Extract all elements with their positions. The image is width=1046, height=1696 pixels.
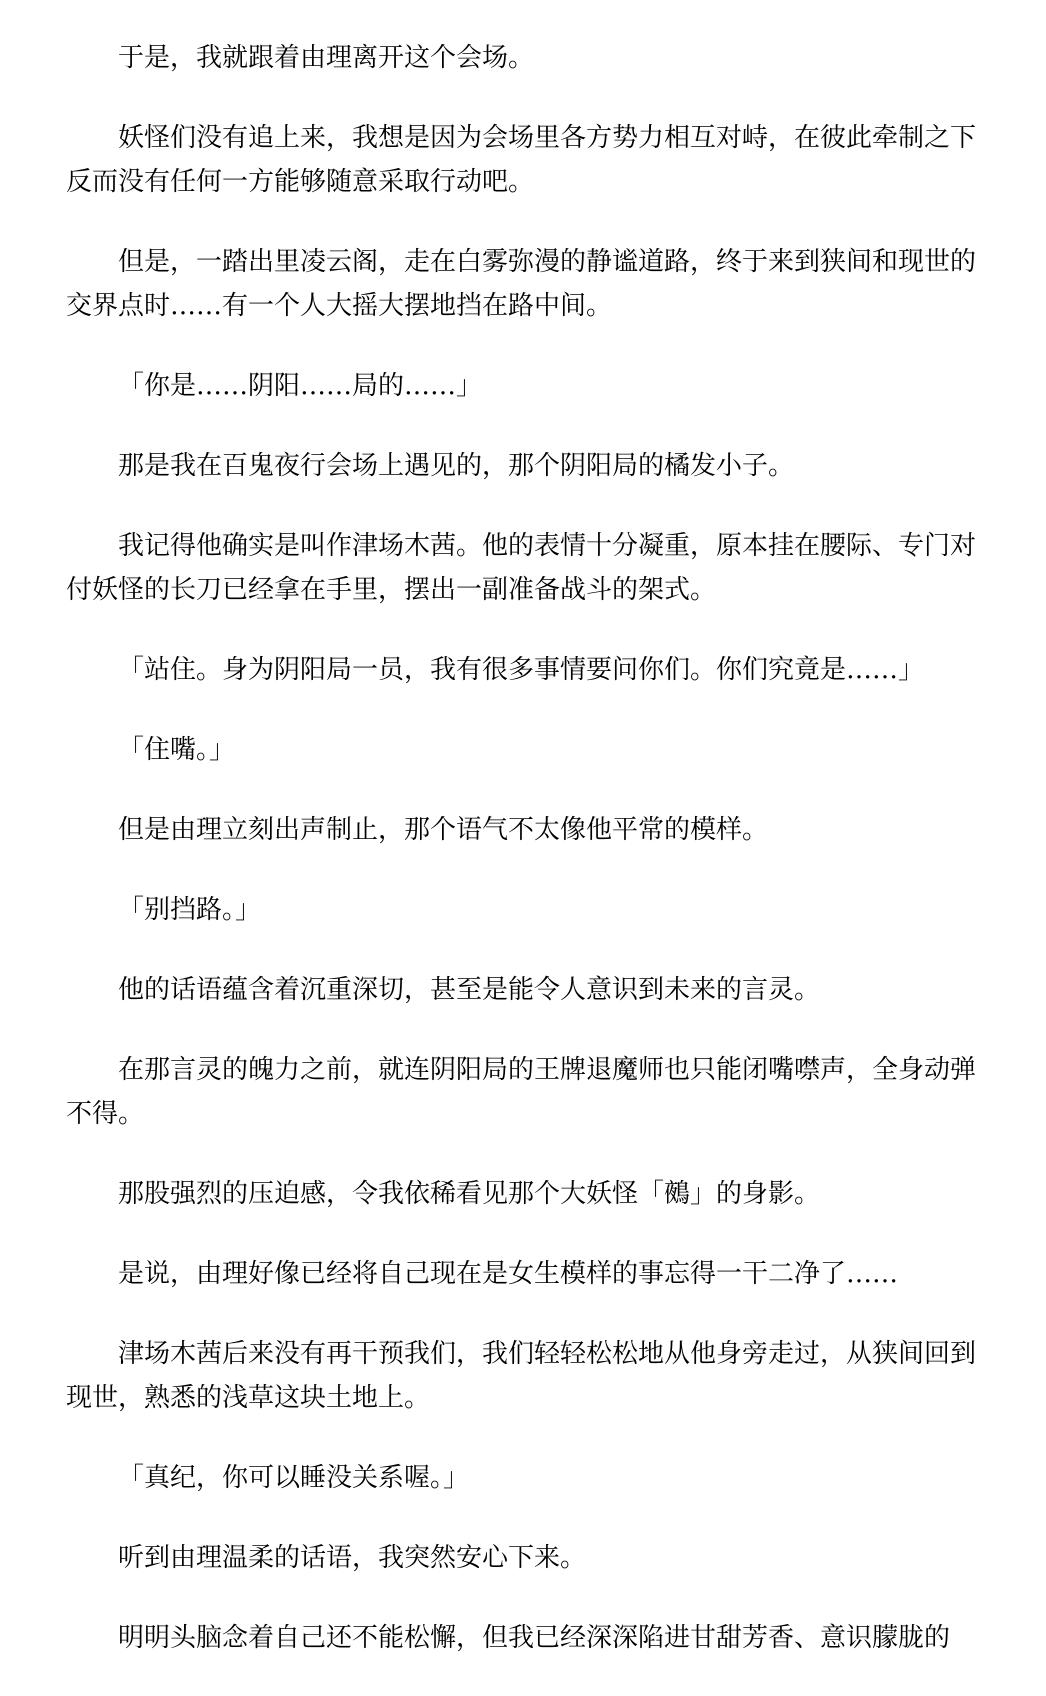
document-page: [66, 36, 976, 1696]
paragraph: 是说，由理好像已经将自己现在是女生模样的事忘得一干二净了……: [118, 1259, 899, 1289]
paragraph: 但是由理立刻出声制止，那个语气不太像他平常的模样。: [118, 815, 769, 845]
paragraph: 津场木茜后来没有再干预我们，我们轻轻松松地从他身旁走过，从狭间回到现世，熟悉的浅草这块土地上。: [66, 1339, 977, 1413]
dialogue-line: 「站住。身为阴阳局一员，我有很多事情要问你们。你们究竟是……」: [118, 655, 925, 685]
dialogue-line: 「别挡路。」: [118, 895, 262, 925]
dialogue-line: 「真纪，你可以睡没关系喔。」: [118, 1463, 470, 1493]
paragraph: 那是我在百鬼夜行会场上遇见的，那个阴阳局的橘发小子。: [118, 451, 795, 481]
dialogue-line: 「住嘴。」: [118, 735, 236, 765]
paragraph: 听到由理温柔的话语，我突然安心下来。: [118, 1543, 587, 1573]
paragraph: 他的话语蕴含着沉重深切，甚至是能令人意识到未来的言灵。: [118, 975, 821, 1005]
paragraph: 明明头脑念着自己还不能松懈，但我已经深深陷进甘甜芳香、意识朦胧的: [118, 1623, 951, 1653]
paragraph: 妖怪们没有追上来，我想是因为会场里各方势力相互对峙，在彼此牵制之下反而没有任何一方能够随意采取行动吧。: [66, 123, 977, 197]
paragraph: 于是，我就跟着由理离开这个会场。: [118, 43, 535, 73]
paragraph: 那股强烈的压迫感，令我依稀看见那个大妖怪「鵺」的身影。: [118, 1179, 821, 1209]
paragraph: 在那言灵的魄力之前，就连阴阳局的王牌退魔师也只能闭嘴噤声，全身动弹不得。: [66, 1055, 977, 1129]
paragraph: 但是，一踏出里凌云阁，走在白雾弥漫的静谧道路，终于来到狭间和现世的交界点时……有一个人大摇大摆地挡在路中间。: [66, 247, 977, 321]
paragraph: 我记得他确实是叫作津场木茜。他的表情十分凝重，原本挂在腰际、专门对付妖怪的长刀已经拿在手里，摆出一副准备战斗的架式。: [66, 531, 977, 605]
dialogue-line: 「你是……阴阳……局的……」: [118, 371, 483, 401]
